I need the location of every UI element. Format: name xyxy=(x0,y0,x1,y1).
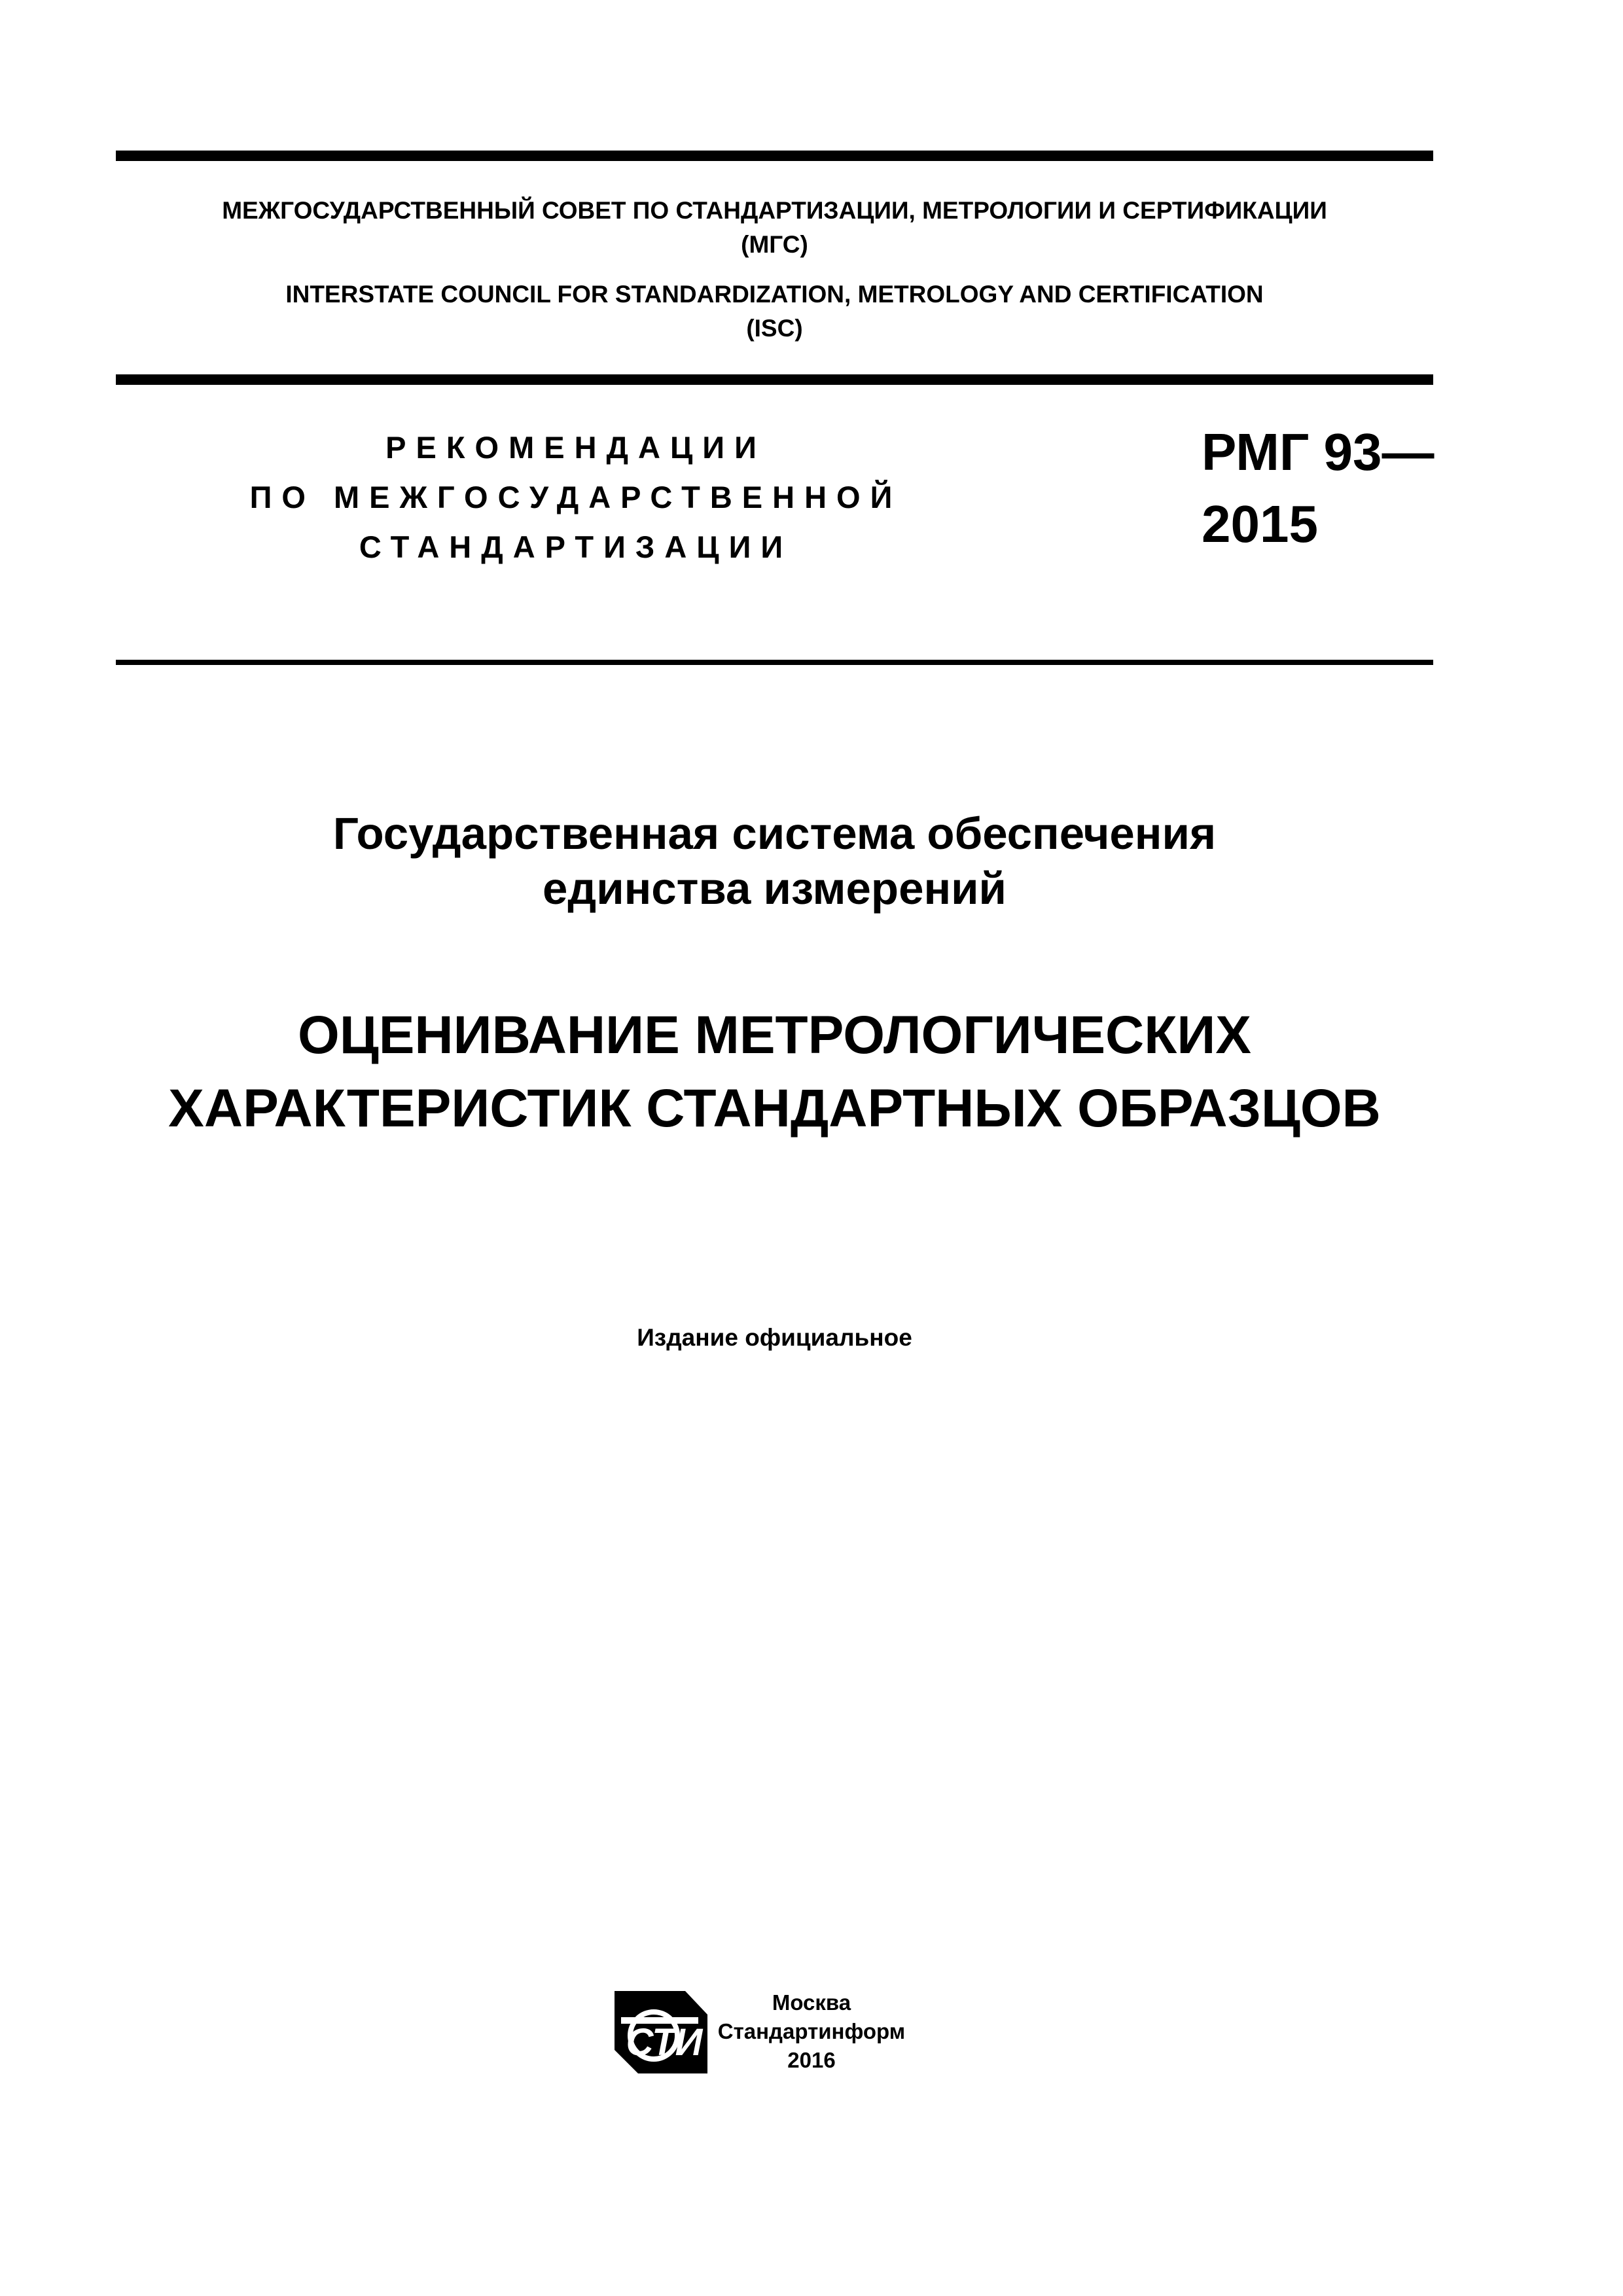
document-title-line-2: ХАРАКТЕРИСТИК СТАНДАРТНЫХ ОБРАЗЦОВ xyxy=(168,1079,1381,1138)
council-header xyxy=(116,194,1433,346)
council-name-ru: МЕЖГОСУДАРСТВЕННЫЙ СОВЕТ ПО СТАНДАРТИЗАЦИИ, МЕТРОЛОГИИ И СЕРТИФИКАЦИИ xyxy=(222,197,1327,224)
category-line-1: РЕКОМЕНДАЦИИ xyxy=(385,430,766,465)
category-line-3: СТАНДАРТИЗАЦИИ xyxy=(359,529,793,564)
designation-code: РМГ 93— xyxy=(1202,423,1435,481)
publication-year: 2016 xyxy=(787,2048,836,2072)
council-name-en: INTERSTATE COUNCIL FOR STANDARDIZATION, METROLOGY AND CERTIFICATION xyxy=(285,281,1264,308)
bottom-rule xyxy=(116,660,1433,665)
system-title xyxy=(116,806,1433,916)
category-line-2: ПО МЕЖГОСУДАРСТВЕННОЙ xyxy=(249,480,902,514)
publisher-name: Стандартинформ xyxy=(717,2019,906,2043)
publisher-city: Москва xyxy=(772,1990,851,2015)
designation-year: 2015 xyxy=(1202,495,1318,553)
edition-label: Издание официальное xyxy=(637,1324,912,1351)
document-title-line-1: ОЦЕНИВАНИЕ МЕТРОЛОГИЧЕСКИХ xyxy=(298,1005,1251,1065)
document-category xyxy=(196,423,955,572)
publisher-info xyxy=(713,1988,910,2075)
standartinform-logo-icon xyxy=(615,1991,707,2073)
document-title xyxy=(116,999,1433,1145)
document-designation xyxy=(1202,416,1435,560)
logo-text: СТИ xyxy=(626,2021,703,2064)
council-abbr-en: (ISC) xyxy=(746,315,803,342)
system-title-line-1: Государственная система обеспечения xyxy=(332,808,1217,859)
council-abbr-ru: (МГС) xyxy=(741,231,808,258)
middle-rule xyxy=(116,374,1433,385)
document-title-block xyxy=(116,806,1433,1145)
system-title-line-2: единства измерений xyxy=(543,863,1007,914)
top-rule xyxy=(116,151,1433,161)
